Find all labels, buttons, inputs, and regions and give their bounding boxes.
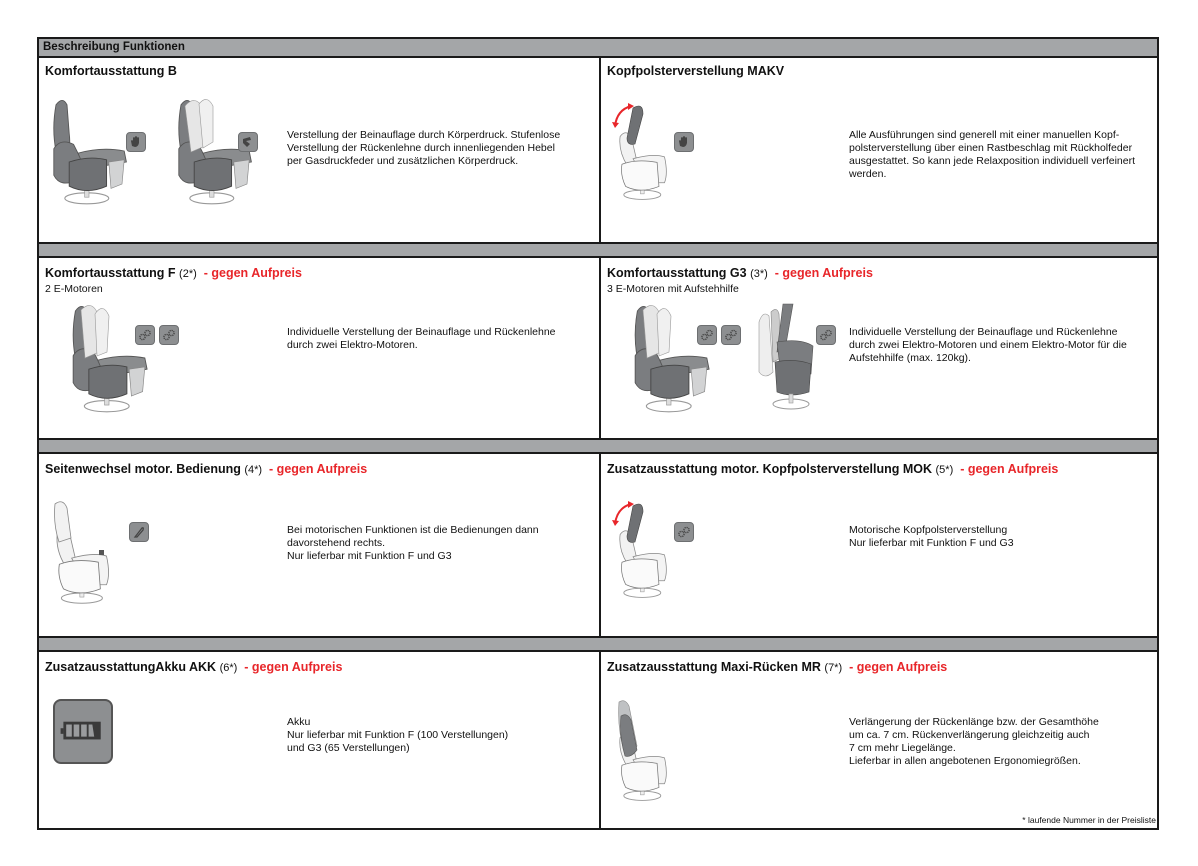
section-seitenwechsel <box>39 454 599 636</box>
price-note: - gegen Aufpreis <box>774 266 873 280</box>
price-note: - gegen Aufpreis <box>269 462 368 476</box>
section-title: Komfortausstattung F (2*) - gegen Aufpreis <box>45 266 302 280</box>
price-note: - gegen Aufpreis <box>244 660 343 674</box>
section-komfort-b <box>39 56 599 242</box>
section-title: Zusatzausstattung motor. Kopfpolsterverstellung MOK (5*) - gegen Aufpreis <box>607 462 1059 476</box>
chair-headrest-illustration <box>609 100 683 210</box>
lever-hand-icon <box>238 132 258 152</box>
section-title: Kopfpolsterverstellung MAKV <box>607 64 785 78</box>
section-description: Verlängerung der Rückenlänge bzw. der Gesamthöhe um ca. 7 cm. Rückenverlängerung gleichzeitig auch 7 cm mehr Liegelänge. Lieferbar in allen angebotenen Ergonomiegrößen. <box>849 716 1099 767</box>
motor-gears-icon <box>697 325 717 345</box>
chair-illustration-upright <box>45 96 133 206</box>
section-subtitle: 2 E-Motoren <box>45 283 103 295</box>
manual-hand-icon <box>674 132 694 152</box>
section-description: Individuelle Verstellung der Beinauflage und Rückenlehne durch zwei Elektro-Motoren und einem Elektro-Motor für die Aufstehhilfe (max. 120kg). <box>849 326 1127 364</box>
section-description: Individuelle Verstellung der Beinauflage und Rückenlehne durch zwei Elektro-Motoren. <box>287 326 556 351</box>
manual-hand-icon <box>126 132 146 152</box>
chair-maxi-back-illustration <box>609 700 683 812</box>
section-title: ZusatzausstattungAkku AKK (6*) - gegen Aufpreis <box>45 660 343 674</box>
section-mok <box>601 454 1159 636</box>
section-title: Seitenwechsel motor. Bedienung (4*) - gegen Aufpreis <box>45 462 368 476</box>
function-description-table <box>37 37 1159 830</box>
section-description: Bei motorischen Funktionen ist die Bedienungen dann davorstehend rechts. Nur lieferbar mit Funktion F und G3 <box>287 524 539 562</box>
motor-gears-icon <box>135 325 155 345</box>
section-description: Verstellung der Beinauflage durch Körperdruck. Stufenlose Verstellung der Rückenlehne durch innenliegenden Hebel per Gasdruckfeder und zusätzlichen Körperdruck. <box>287 129 561 167</box>
footnote: * laufende Nummer in der Preisliste <box>1022 815 1156 825</box>
section-description: Motorische Kopfpolsterverstellung Nur lieferbar mit Funktion F und G3 <box>849 524 1014 549</box>
motor-gears-icon <box>721 325 741 345</box>
battery-icon <box>53 699 113 764</box>
chair-motor-illustration <box>45 302 173 414</box>
section-title: Komfortausstattung B <box>45 64 177 78</box>
row-separator <box>39 636 1157 652</box>
remote-control-icon <box>129 522 149 542</box>
price-note: - gegen Aufpreis <box>960 462 1059 476</box>
row-separator <box>39 438 1157 454</box>
motor-gears-icon <box>159 325 179 345</box>
section-subtitle: 3 E-Motoren mit Aufstehhilfe <box>607 283 739 295</box>
section-akku <box>39 652 599 828</box>
section-komfort-f <box>39 258 599 438</box>
chair-headrest-illustration <box>609 498 683 608</box>
chair-remote-illustration <box>45 498 127 610</box>
section-title: Komfortausstattung G3 (3*) - gegen Aufpreis <box>607 266 873 280</box>
section-komfort-g3 <box>601 258 1159 438</box>
chair-standup-illustration <box>751 302 821 414</box>
section-description: Alle Ausführungen sind generell mit einer manuellen Kopf- polsterverstellung über einen Rastbeschlag mit Rückholfeder ausgestattet. So kann jede Relaxposition individuell verfeinert werden. <box>849 129 1136 180</box>
section-title: Zusatzausstattung Maxi-Rücken MR (7*) - gegen Aufpreis <box>607 660 948 674</box>
section-maxi-ruecken <box>601 652 1159 828</box>
table-title: Beschreibung Funktionen <box>43 41 185 53</box>
section-makv <box>601 56 1159 242</box>
motor-gears-icon <box>816 325 836 345</box>
price-note: - gegen Aufpreis <box>849 660 948 674</box>
motor-gears-icon <box>674 522 694 542</box>
chair-motor-illustration <box>607 302 735 414</box>
price-note: - gegen Aufpreis <box>203 266 302 280</box>
section-description: Akku Nur lieferbar mit Funktion F (100 Verstellungen) und G3 (65 Verstellungen) <box>287 716 509 754</box>
row-separator <box>39 242 1157 258</box>
